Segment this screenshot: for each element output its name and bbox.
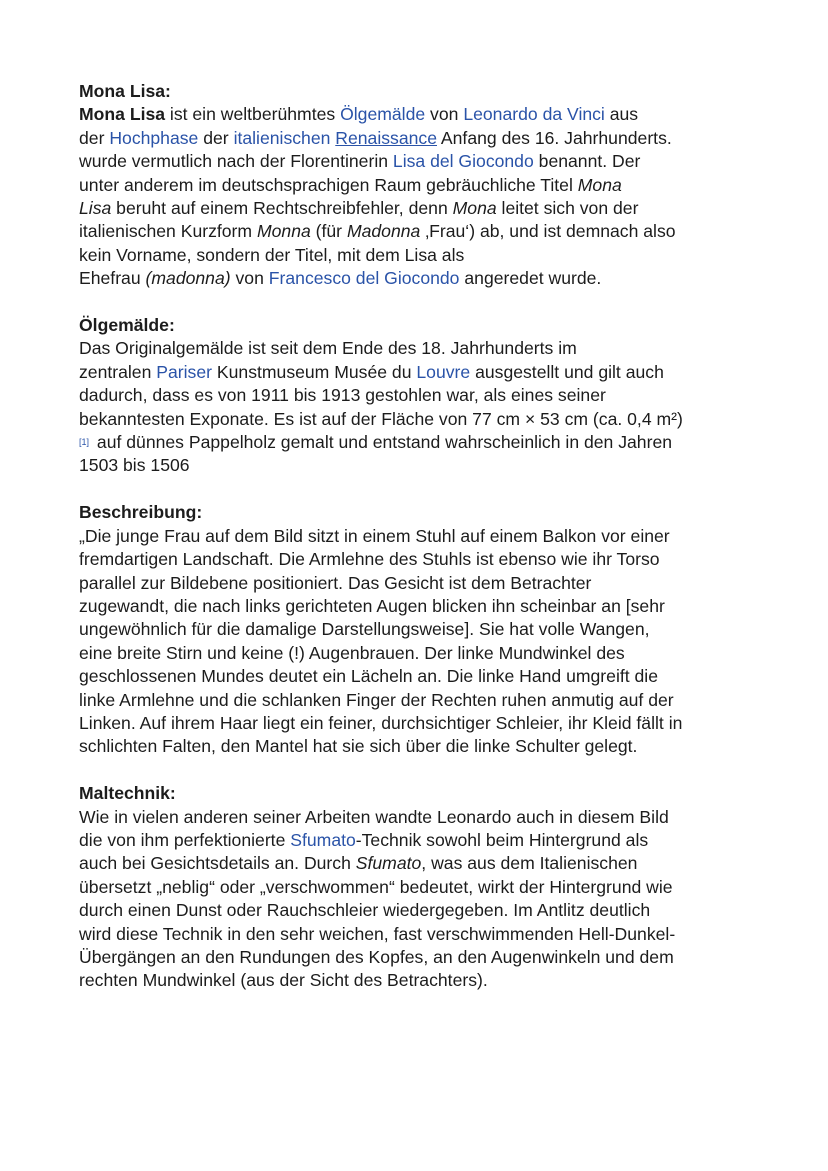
paragraph-line: „Die junge Frau auf dem Bild sitzt in einem Stuhl auf einem Balkon vor einer bbox=[79, 525, 670, 546]
text-span: ausgestellt und gilt auch bbox=[470, 361, 664, 382]
paragraph-line bbox=[79, 197, 758, 220]
paragraph-line bbox=[79, 408, 758, 431]
text-span: unter anderem im deutschsprachigen Raum gebräuchliche Titel bbox=[79, 174, 578, 195]
text-span: ‚Frau‘) ab, und ist demnach also bbox=[420, 221, 676, 242]
text-span: Wie in vielen anderen seiner Arbeiten wandte Leonardo auch in diesem Bild bbox=[79, 806, 669, 827]
italic-term: Mona bbox=[452, 198, 497, 219]
text-span: beruht auf einem Rechtschreibfehler, denn bbox=[111, 198, 453, 219]
text-span: angeredet wurde. bbox=[459, 268, 602, 289]
paragraph-line: fremdartigen Landschaft. Die Armlehne des Stuhls ist ebenso wie ihr Torso bbox=[79, 549, 660, 570]
text-span: , was aus dem Italienischen bbox=[421, 853, 638, 874]
text-span: Das Originalgemälde ist seit dem Ende des 18. Jahrhunderts im bbox=[79, 338, 577, 359]
text-span: Übergängen an den Rundungen des Kopfes, an den Augenwinkeln und dem bbox=[79, 946, 674, 967]
section-heading-beschreibung: Beschreibung: bbox=[79, 502, 203, 523]
section-heading-mona-lisa: Mona Lisa: bbox=[79, 81, 171, 101]
paragraph-line: Linken. Auf ihrem Haar liegt ein feiner, durchsichtiger Schleier, ihr Kleid fällt in bbox=[79, 712, 683, 733]
italic-term: Monna bbox=[256, 221, 311, 242]
text-span: kein Vorname, sondern der Titel, mit dem Lisa als bbox=[79, 244, 465, 265]
paragraph-line: ungewöhnlich für die damalige Darstellungsweise]. Sie hat volle Wangen, bbox=[79, 619, 650, 640]
section-heading-maltechnik: Maltechnik: bbox=[79, 783, 176, 804]
paragraph-line: schlichten Falten, den Mantel hat sie sich über die linke Schulter gelegt. bbox=[79, 736, 638, 757]
paragraph-line: parallel zur Bildebene positioniert. Das Gesicht ist dem Betrachter bbox=[79, 572, 592, 593]
paragraph-line bbox=[79, 806, 758, 829]
text-span: Ehefrau bbox=[79, 268, 146, 289]
text-span: aus bbox=[604, 104, 639, 125]
paragraph-line: zugewandt, die nach links gerichteten Augen blicken ihn scheinbar an [sehr bbox=[79, 595, 665, 616]
text-span: bekanntesten Exponate. Es ist auf der Fläche von 77 cm × 53 cm (ca. 0,4 m²) bbox=[79, 408, 683, 429]
link-italienischen[interactable]: italienischen bbox=[233, 127, 331, 148]
text-span: zentralen bbox=[79, 361, 157, 382]
text-span: dadurch, dass es von 1911 bis 1913 gestohlen war, als eines seiner bbox=[79, 385, 606, 406]
text-span: -Technik sowohl beim Hintergrund als bbox=[355, 829, 649, 850]
text-span: Anfang des 16. Jahrhunderts. bbox=[437, 127, 672, 148]
bold-term: Mona Lisa bbox=[79, 104, 166, 125]
paragraph-line bbox=[79, 431, 758, 454]
text-span: von bbox=[230, 268, 269, 289]
text-span: auf dünnes Pappelholz gemalt und entstand wahrscheinlich in den Jahren bbox=[92, 432, 673, 453]
text-span: der bbox=[79, 127, 110, 148]
paragraph-line bbox=[79, 174, 758, 197]
section-maltechnik bbox=[79, 782, 758, 993]
text-span: (für bbox=[310, 221, 347, 242]
link-louvre[interactable]: Louvre bbox=[416, 361, 471, 382]
text-span: leitet sich von der bbox=[496, 198, 639, 219]
section-oelgemaelde bbox=[79, 314, 758, 478]
paragraph-line bbox=[79, 220, 758, 243]
paragraph-line bbox=[79, 852, 758, 875]
link-leonardo-da-vinci[interactable]: Leonardo da Vinci bbox=[463, 104, 605, 125]
paragraph-line bbox=[79, 876, 758, 899]
text-span: übersetzt „neblig“ oder „verschwommen“ bedeutet, wirkt der Hintergrund wie bbox=[79, 876, 673, 897]
link-francesco-del-giocondo[interactable]: Francesco del Giocondo bbox=[268, 268, 460, 289]
paragraph-line: geschlossenen Mundes deutet ein Lächeln an. Die linke Hand umgreift die bbox=[79, 666, 659, 687]
paragraph-line bbox=[79, 923, 758, 946]
italic-term: Sfumato bbox=[355, 853, 422, 874]
paragraph-line bbox=[79, 244, 758, 267]
text-span: wird diese Technik in den sehr weichen, fast verschwimmenden Hell-Dunkel- bbox=[79, 923, 676, 944]
text-span: durch einen Dunst oder Rauchschleier wiedergegeben. Im Antlitz deutlich bbox=[79, 900, 651, 921]
paragraph-line bbox=[79, 829, 758, 852]
text-span: auch bei Gesichtsdetails an. Durch bbox=[79, 853, 356, 874]
text-span: 1503 bis 1506 bbox=[79, 455, 190, 476]
text-span: italienischen Kurzform bbox=[79, 221, 257, 242]
footnote-reference-link[interactable]: [1] bbox=[79, 437, 90, 448]
text-span: Kunstmuseum Musée du bbox=[212, 361, 417, 382]
paragraph-line bbox=[79, 361, 758, 384]
text-span: von bbox=[425, 104, 464, 125]
paragraph-line bbox=[79, 337, 758, 360]
paragraph-line bbox=[79, 454, 758, 477]
text-span: ist ein weltberühmtes bbox=[165, 104, 341, 125]
paragraph-line bbox=[79, 150, 758, 173]
paragraph-line: linke Armlehne und die schlanken Finger der Rechten ruhen anmutig auf der bbox=[79, 689, 674, 710]
text-span: rechten Mundwinkel (aus der Sicht des Betrachters). bbox=[79, 970, 488, 991]
section-mona-lisa bbox=[79, 80, 758, 291]
text-span: benannt. Der bbox=[533, 151, 641, 172]
paragraph-line: eine breite Stirn und keine (!) Augenbrauen. Der linke Mundwinkel des bbox=[79, 642, 625, 663]
link-renaissance[interactable]: Renaissance bbox=[335, 127, 437, 148]
paragraph-line bbox=[79, 946, 758, 969]
link-oelgemaelde[interactable]: Ölgemälde bbox=[340, 104, 426, 125]
link-hochphase[interactable]: Hochphase bbox=[109, 127, 199, 148]
italic-term: Lisa bbox=[79, 198, 112, 219]
section-beschreibung bbox=[79, 501, 758, 758]
section-heading-oelgemaelde: Ölgemälde: bbox=[79, 315, 175, 336]
text-span: die von ihm perfektionierte bbox=[79, 829, 291, 850]
link-pariser[interactable]: Pariser bbox=[156, 361, 212, 382]
italic-term: Madonna bbox=[346, 221, 421, 242]
text-span: der bbox=[198, 127, 234, 148]
paragraph-line bbox=[79, 103, 758, 126]
italic-term: Mona bbox=[577, 174, 622, 195]
text-span: wurde vermutlich nach der Florentinerin bbox=[79, 151, 393, 172]
link-lisa-del-giocondo[interactable]: Lisa del Giocondo bbox=[392, 151, 534, 172]
link-sfumato[interactable]: Sfumato bbox=[290, 829, 356, 850]
paragraph-line bbox=[79, 899, 758, 922]
paragraph-line bbox=[79, 969, 758, 992]
paragraph-line bbox=[79, 384, 758, 407]
paragraph-line bbox=[79, 267, 758, 290]
italic-term: (madonna) bbox=[145, 268, 231, 289]
paragraph-line bbox=[79, 127, 758, 150]
